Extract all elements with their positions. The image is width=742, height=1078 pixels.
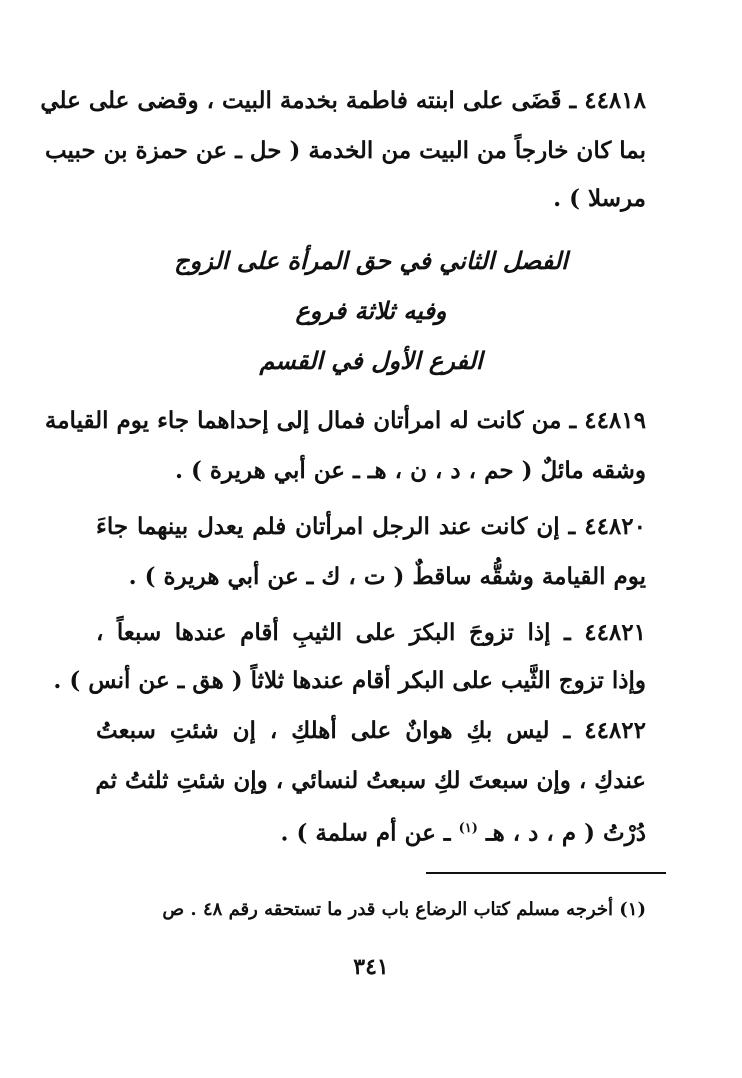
hadith-44820-line-1: ٤٤٨٢٠ ـ إن كانت عند الرجل امرأتان فلم يعدل بينهما جاءَ: [96, 513, 646, 540]
hadith-44822-line-3-main: دُرْتُ ( م ، د ، هـ: [485, 819, 646, 847]
footnote-reference: (١): [458, 821, 478, 836]
hadith-44820-line-2: يوم القيامة وشقُّه ساقطٌ ( ت ، ك ـ عن أبي هريرة ) .: [128, 563, 646, 590]
hadith-44818-line-2: بما كان خارجاً من البيت من الخدمة ( حل ـ عن حمزة بن حبيب: [44, 137, 646, 164]
footnote-separator: [426, 872, 666, 874]
hadith-44818-line-3: مرسلا ) .: [553, 185, 646, 212]
hadith-44819-line-2: وشقه مائلٌ ( حم ، د ، ن ، هـ ـ عن أبي هريرة ) .: [174, 457, 646, 484]
footnote-text: (١) أخرجه مسلم كتاب الرضاع باب قدر ما تستحقه رقم ٤٨ . ص: [162, 899, 646, 920]
hadith-44822-line-3-end: ـ عن أم سلمة ) .: [280, 819, 451, 847]
branches-heading: وفيه ثلاثة فروع: [295, 296, 447, 325]
hadith-44819-line-1: ٤٤٨١٩ ـ من كانت له امرأتان فمال إلى إحداهما جاء يوم القيامة: [44, 407, 646, 434]
hadith-44822-line-1: ٤٤٨٢٢ ـ ليس بكِ هوانٌ على أهلكِ ، إن شئتِ سبعتُ: [96, 717, 646, 744]
chapter-heading: الفصل الثاني في حق المرأة على الزوج: [174, 246, 568, 275]
hadith-44821-line-1: ٤٤٨٢١ ـ إذا تزوجَ البكرَ على الثيبِ أقام عندها سبعاً ،: [96, 619, 646, 646]
page-number: ٣٤١: [353, 954, 389, 980]
hadith-44822-line-2: عندكِ ، وإن سبعتَ لكِ سبعتُ لنسائي ، وإن شئتِ ثلثتُ ثم: [95, 767, 646, 794]
hadith-44818-line-1: ٤٤٨١٨ ـ قَضَى على ابنته فاطمة بخدمة البيت ، وقضى على علي: [40, 87, 646, 114]
hadith-44821-line-2: وإذا تزوج الثَّيب على البكر أقام عندها ثلاثاً ( هق ـ عن أنس ) .: [53, 667, 646, 694]
hadith-44822-line-3: [281, 812, 647, 851]
branch-one-heading: الفرع الأول في القسم: [259, 346, 483, 375]
